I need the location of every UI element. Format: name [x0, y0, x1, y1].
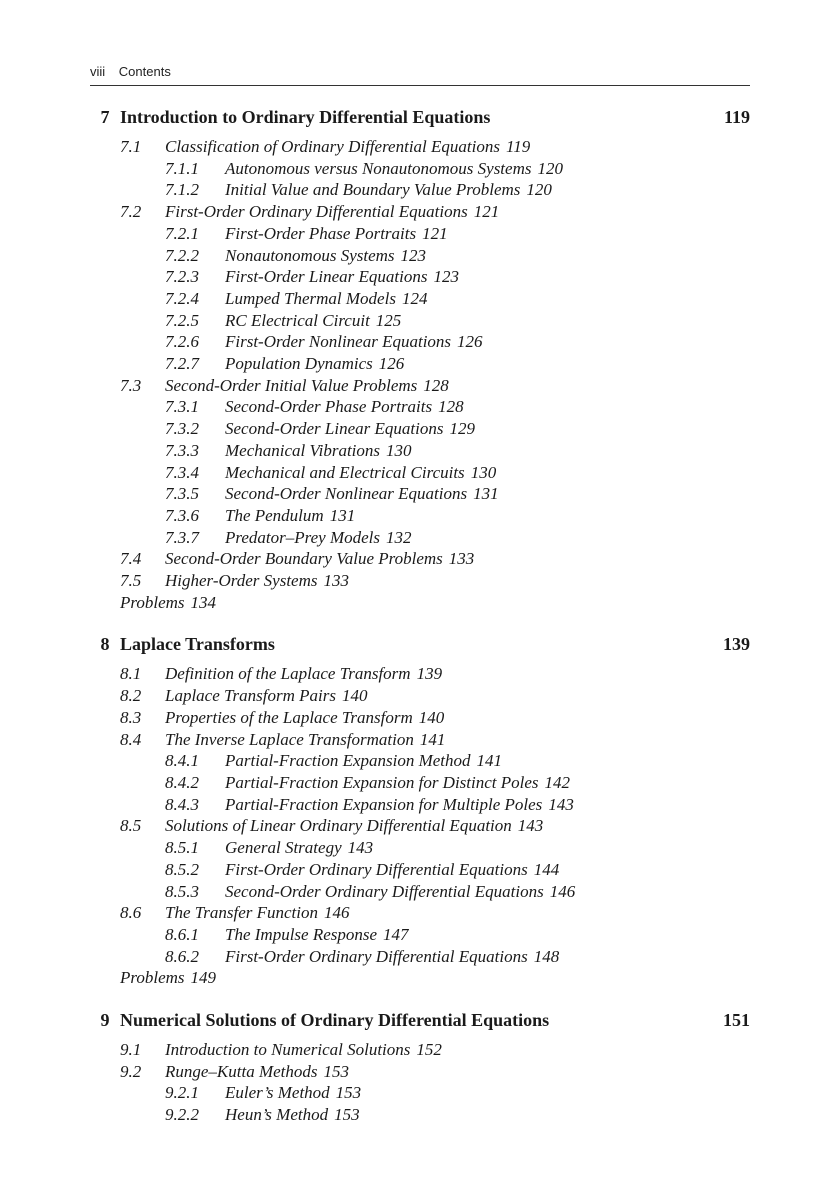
- problems-entry[interactable]: [90, 967, 750, 989]
- entry-number: 7.2.2: [165, 245, 199, 265]
- chapter-7: [90, 104, 750, 613]
- entry-title: Mechanical and Electrical Circuits: [225, 462, 465, 482]
- chapter-heading-text: [90, 1007, 549, 1033]
- entry-number: 7.3.5: [165, 484, 199, 504]
- entry-number: 7.1.1: [165, 158, 199, 178]
- entry-page: 130: [470, 462, 497, 482]
- running-head-title: Contents: [118, 64, 171, 79]
- entry-number: 7.3: [120, 375, 142, 395]
- entry-title: Second-Order Boundary Value Problems: [165, 549, 443, 569]
- entry-title: Mechanical Vibrations: [225, 440, 381, 460]
- subsection-entry[interactable]: [90, 353, 750, 375]
- entry-number: 8.4.2: [165, 772, 199, 792]
- table-of-contents: [90, 104, 750, 1144]
- entry-title: First-Order Linear Equations: [225, 267, 428, 287]
- section-entry[interactable]: [90, 902, 750, 924]
- entry-title: Definition of the Laplace Transform: [165, 664, 411, 684]
- section-entry[interactable]: [90, 548, 750, 570]
- entry-page: 121: [422, 223, 448, 243]
- entry-number: 9.1: [120, 1040, 142, 1060]
- entry-page: 141: [419, 729, 446, 749]
- entry-number: 7.3.2: [165, 419, 199, 439]
- entry-title: Lumped Thermal Models: [225, 288, 396, 308]
- subsection-entry[interactable]: [90, 837, 750, 859]
- subsection-entry[interactable]: [90, 310, 750, 332]
- chapter-page: 119: [723, 107, 750, 127]
- entry-title: The Transfer Function: [165, 903, 319, 923]
- subsection-entry[interactable]: [90, 527, 750, 549]
- subsection-entry[interactable]: [90, 750, 750, 772]
- entry-title: The Inverse Laplace Transformation: [165, 729, 414, 749]
- subsection-entry[interactable]: [90, 462, 750, 484]
- entry-page: 125: [375, 310, 402, 330]
- entry-page: 124: [401, 288, 428, 308]
- problems-entry[interactable]: [90, 592, 750, 614]
- entry-page: 134: [190, 592, 217, 612]
- page-number: viii: [90, 64, 106, 79]
- entry-title: Second-Order Linear Equations: [225, 419, 444, 439]
- entry-title: Partial-Fraction Expansion for Distinct Poles: [225, 772, 539, 792]
- entry-page: 141: [476, 751, 503, 771]
- entry-page: 149: [190, 968, 217, 988]
- entry-page: 133: [448, 549, 475, 569]
- subsection-entry[interactable]: [90, 483, 750, 505]
- chapter-number: 7: [100, 107, 110, 127]
- entry-title: First-Order Nonlinear Equations: [225, 332, 452, 352]
- entry-page: 143: [347, 838, 374, 858]
- subsection-entry[interactable]: [90, 288, 750, 310]
- entry-page: 120: [526, 180, 552, 200]
- entry-page: 140: [418, 707, 445, 727]
- subsection-entry[interactable]: [90, 924, 750, 946]
- entry-page: 121: [473, 202, 500, 222]
- entry-page: 120: [537, 158, 563, 178]
- entry-number: 7.2.7: [165, 354, 199, 374]
- entry-title: Runge–Kutta Methods: [165, 1061, 318, 1081]
- entry-number: 7.1: [120, 137, 142, 156]
- entry-page: 133: [323, 571, 349, 591]
- section-entry[interactable]: [90, 375, 750, 397]
- section-entry[interactable]: [90, 570, 750, 592]
- entry-title: Solutions of Linear Ordinary Differential Equation: [165, 816, 512, 836]
- entry-page: 129: [449, 419, 475, 439]
- entry-page: 144: [533, 859, 560, 879]
- chapter-page: 139: [723, 634, 750, 655]
- entry-number: 8.1: [120, 664, 142, 684]
- entry-title: Second-Order Phase Portraits: [225, 397, 433, 417]
- entry-number: 7.2.5: [165, 310, 199, 330]
- entry-number: 7.3.3: [165, 440, 199, 460]
- entry-title: Partial-Fraction Expansion Method: [225, 751, 471, 771]
- entry-number: 8.6.1: [165, 924, 199, 944]
- entry-page: 147: [383, 924, 409, 944]
- entry-number: 8.2: [120, 686, 142, 706]
- entry-page: 143: [548, 794, 574, 814]
- section-entry[interactable]: [90, 815, 750, 837]
- entry-number: 9.2.1: [165, 1083, 199, 1103]
- entry-title: First-Order Ordinary Differential Equations: [165, 202, 468, 222]
- entry-page: 131: [473, 484, 499, 504]
- section-entry[interactable]: [90, 685, 750, 707]
- entry-title: Second-Order Ordinary Differential Equations: [225, 881, 544, 901]
- entry-title: Properties of the Laplace Transform: [165, 707, 413, 727]
- subsection-entry[interactable]: [90, 266, 750, 288]
- entry-title: First-Order Ordinary Differential Equations: [225, 946, 528, 966]
- entry-number: 8.4: [120, 729, 142, 749]
- subsection-entry[interactable]: [90, 331, 750, 353]
- subsection-entry[interactable]: [90, 946, 750, 968]
- chapter-page: 151: [723, 1010, 750, 1031]
- subsection-entry[interactable]: [90, 794, 750, 816]
- entry-number: 7.3.1: [165, 397, 199, 417]
- entry-page: 119: [505, 137, 531, 156]
- entry-number: 7.1.2: [165, 180, 199, 200]
- entry-page: 140: [341, 686, 368, 706]
- entry-title: Second-Order Initial Value Problems: [165, 375, 418, 395]
- subsection-entry[interactable]: [90, 223, 750, 245]
- subsection-entry[interactable]: [90, 440, 750, 462]
- section-entry[interactable]: [90, 729, 750, 751]
- subsection-entry[interactable]: [90, 179, 750, 201]
- entry-number: 8.4.1: [165, 751, 199, 771]
- entry-title: First-Order Phase Portraits: [225, 223, 417, 243]
- chapter-number: 9: [100, 1010, 110, 1031]
- chapter-number: 8: [100, 634, 110, 655]
- entry-number: 9.2.2: [165, 1105, 199, 1125]
- running-head: [90, 64, 750, 86]
- subsection-entry[interactable]: [90, 772, 750, 794]
- entry-number: 7.2.3: [165, 267, 199, 287]
- chapter-heading[interactable]: [90, 631, 750, 657]
- subsection-entry[interactable]: [90, 881, 750, 903]
- entry-number: 8.5.1: [165, 838, 199, 858]
- section-entry[interactable]: [90, 1061, 750, 1083]
- entry-title: Introduction to Numerical Solutions: [165, 1040, 411, 1060]
- entry-page: 143: [517, 816, 544, 836]
- entry-number: 7.2.4: [165, 288, 199, 308]
- entry-page: 123: [400, 245, 427, 265]
- entry-page: 153: [335, 1083, 362, 1103]
- section-entry[interactable]: [90, 707, 750, 729]
- entry-page: 131: [329, 505, 356, 525]
- entry-page: 126: [457, 332, 483, 352]
- entry-title: Predator–Prey Models: [225, 527, 381, 547]
- chapter-heading-text: [90, 104, 490, 130]
- entry-title: General Strategy: [225, 838, 342, 858]
- entry-number: 7.3.7: [165, 527, 199, 547]
- entry-number: 7.3.6: [165, 505, 199, 525]
- entry-number: 7.4: [120, 549, 142, 569]
- chapter-heading[interactable]: [90, 1007, 750, 1033]
- entry-title: First-Order Ordinary Differential Equations: [225, 859, 528, 879]
- subsection-entry[interactable]: [90, 505, 750, 527]
- entry-title: Problems: [120, 968, 185, 988]
- entry-title: Higher-Order Systems: [165, 571, 318, 591]
- subsection-entry[interactable]: [90, 1082, 750, 1104]
- entry-page: 128: [423, 375, 449, 395]
- entry-page: 139: [416, 664, 443, 684]
- entry-title: Nonautonomous Systems: [225, 245, 395, 265]
- entry-title: Initial Value and Boundary Value Problems: [225, 180, 521, 200]
- entry-title: Autonomous versus Nonautonomous Systems: [225, 158, 532, 178]
- subsection-entry[interactable]: [90, 859, 750, 881]
- entry-page: 123: [433, 267, 459, 287]
- chapter-9: [90, 1007, 750, 1126]
- section-entry[interactable]: [90, 663, 750, 685]
- entry-page: 153: [334, 1105, 360, 1125]
- section-entry[interactable]: [90, 201, 750, 223]
- entry-number: 8.6.2: [165, 946, 199, 966]
- subsection-entry[interactable]: [90, 1104, 750, 1126]
- entry-page: 128: [438, 397, 464, 417]
- subsection-entry[interactable]: [90, 418, 750, 440]
- subsection-entry[interactable]: [90, 396, 750, 418]
- entry-title: Euler’s Method: [225, 1083, 330, 1103]
- entry-page: 142: [544, 772, 571, 792]
- entry-title: RC Electrical Circuit: [225, 310, 370, 330]
- subsection-entry[interactable]: [90, 245, 750, 267]
- entry-title: Heun’s Method: [225, 1105, 329, 1125]
- entry-page: 146: [549, 881, 576, 901]
- entry-number: 8.5.2: [165, 859, 199, 879]
- chapter-title: Introduction to Ordinary Differential Equations: [120, 107, 491, 127]
- chapter-title: Numerical Solutions of Ordinary Differential Equations: [120, 1010, 550, 1031]
- entry-number: 8.4.3: [165, 794, 199, 814]
- entry-title: Problems: [120, 592, 185, 612]
- entry-title: Partial-Fraction Expansion for Multiple Poles: [225, 794, 543, 814]
- entry-page: 126: [378, 354, 405, 374]
- entry-title: Classification of Ordinary Differential Equations: [165, 137, 500, 156]
- entry-number: 7.3.4: [165, 462, 199, 482]
- entry-title: The Pendulum: [225, 505, 324, 525]
- chapter-title: Laplace Transforms: [120, 634, 275, 655]
- chapter-heading-text: [90, 631, 275, 657]
- entry-number: 7.2.6: [165, 332, 199, 352]
- entry-title: The Impulse Response: [225, 924, 378, 944]
- entry-title: Second-Order Nonlinear Equations: [225, 484, 468, 504]
- section-entry[interactable]: [90, 136, 750, 158]
- entry-number: 7.2.1: [165, 223, 199, 243]
- entry-number: 8.5: [120, 816, 142, 836]
- entry-page: 153: [323, 1061, 350, 1081]
- entry-number: 9.2: [120, 1061, 142, 1081]
- subsection-entry[interactable]: [90, 158, 750, 180]
- entry-number: 8.3: [120, 707, 142, 727]
- chapter-8: [90, 631, 750, 989]
- entry-number: 7.5: [120, 571, 142, 591]
- entry-page: 148: [533, 946, 560, 966]
- entry-number: 8.5.3: [165, 881, 199, 901]
- entry-page: 132: [386, 527, 412, 547]
- entry-number: 8.6: [120, 903, 142, 923]
- entry-number: 7.2: [120, 202, 142, 222]
- entry-title: Laplace Transform Pairs: [165, 686, 336, 706]
- entry-page: 152: [416, 1040, 442, 1060]
- section-entry[interactable]: [90, 1039, 750, 1061]
- chapter-heading[interactable]: [90, 104, 750, 130]
- entry-page: 130: [386, 440, 412, 460]
- entry-title: Population Dynamics: [225, 354, 373, 374]
- entry-page: 146: [324, 903, 350, 923]
